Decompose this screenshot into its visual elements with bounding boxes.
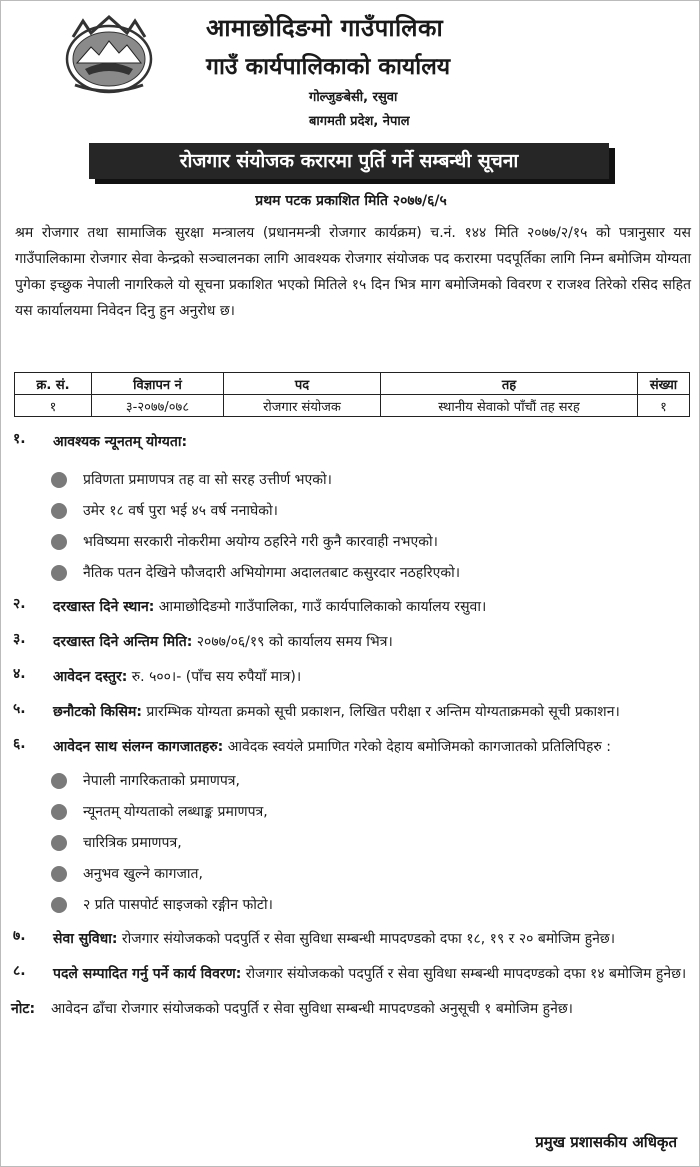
list-item: २ प्रति पासपोर्ट साइजको रङ्गीन फोटो। bbox=[51, 889, 691, 920]
section-heading: आवश्यक न्यूनतम् योग्यता: bbox=[53, 434, 188, 450]
list-item: प्रविणता प्रमाणपत्र तह वा सो सरह उत्तीर्ण भएको। bbox=[51, 464, 691, 495]
address-line-1: गोल्जुङबेसी, रसुवा bbox=[309, 90, 398, 105]
office-name: गाउँ कार्यपालिकाको कार्यालय bbox=[206, 54, 451, 80]
address-line-2: बागमती प्रदेश, नेपाल bbox=[309, 114, 410, 129]
nepal-emblem-icon bbox=[63, 13, 155, 95]
vacancy-table bbox=[14, 372, 690, 417]
section-text: रोजगार संयोजकको पदपुर्ति र सेवा सुविधा सम्बन्धी मापदण्डको दफा १४ बमोजिम हुनेछ। bbox=[241, 966, 687, 982]
section-text: आमाछोदिङमो गाउँपालिका, गाउँ कार्यपालिकाको कार्यालय रसुवा। bbox=[154, 599, 487, 615]
bullet-icon bbox=[51, 773, 67, 789]
section-documents bbox=[11, 734, 691, 761]
column-header: तह bbox=[381, 373, 638, 395]
section-heading: आवेदन साथ संलग्न कागजातहरु: bbox=[53, 739, 224, 755]
list-item: उमेर १८ वर्ष पुरा भई ४५ वर्ष ननाघेको। bbox=[51, 495, 691, 526]
section-qualifications bbox=[11, 429, 691, 456]
section-heading: दरखास्त दिने स्थान: bbox=[53, 599, 155, 615]
table-cell: स्थानीय सेवाको पाँचौं तह सरह bbox=[381, 395, 638, 417]
section-heading: छनौटको किसिम: bbox=[53, 704, 142, 720]
section-number: ७. bbox=[13, 928, 26, 944]
bullet-icon bbox=[51, 897, 67, 913]
list-item: न्यूनतम् योग्यताको लब्धाङ्क प्रमाणपत्र, bbox=[51, 796, 691, 827]
section-job-description bbox=[11, 961, 691, 988]
section-text: रु. ५००।- (पाँच सय रुपैयाँ मात्र)। bbox=[127, 669, 302, 685]
section-heading: दरखास्त दिने अन्तिम मिति: bbox=[53, 634, 193, 650]
section-number: २. bbox=[13, 596, 26, 612]
section-number: ६. bbox=[13, 736, 26, 752]
section-number: १. bbox=[13, 431, 26, 447]
section-heading: आवेदन दस्तुर: bbox=[53, 669, 128, 685]
column-header: क्र. सं. bbox=[15, 373, 92, 395]
bullet-icon bbox=[51, 866, 67, 882]
section-heading: सेवा सुविधा: bbox=[53, 931, 118, 947]
section-deadline bbox=[11, 629, 691, 656]
notice-title: रोजगार संयोजक करारमा पुर्ति गर्ने सम्बन्धी सूचना bbox=[89, 143, 609, 179]
list-item: नैतिक पतन देखिने फौजदारी अभियोगमा अदालतबाट कसुरदार नठहरिएको। bbox=[51, 557, 691, 588]
list-item: नेपाली नागरिकताको प्रमाणपत्र, bbox=[51, 765, 691, 796]
table-cell: १ bbox=[15, 395, 92, 417]
column-header: संख्या bbox=[638, 373, 690, 395]
table-header-row bbox=[15, 373, 690, 395]
table-cell: रोजगार संयोजक bbox=[224, 395, 381, 417]
section-text: २०७७/०६/१९ को कार्यालय समय भित्र। bbox=[192, 634, 393, 650]
table-row bbox=[15, 395, 690, 417]
column-header: पद bbox=[224, 373, 381, 395]
section-application-place bbox=[11, 594, 691, 621]
section-number: ४. bbox=[13, 666, 26, 682]
section-text: प्रारम्भिक योग्यता क्रमको सूची प्रकाशन, लिखित परीक्षा र अन्तिम योग्यताक्रमको सूची प्रकाशन। bbox=[141, 704, 620, 720]
notice-title-banner bbox=[89, 143, 609, 179]
intro-paragraph: श्रम रोजगार तथा सामाजिक सुरक्षा मन्त्रालय (प्रधानमन्त्री रोजगार कार्यक्रम) च.नं. १४४ मिति २०७७/२/१५ को पत्रानुसार यस गाउँपालिकामा रोजगार सेवा केन्द्रको सञ्चालनका लागि आवश्यक रोजगार संयोजक पद करारमा पदपूर्तिका लागि निम्न बमोजिम योग्यता पुगेका इच्छुक नेपाली नागरिकले यो सूचना प्रकाशित भएको मितिले १५ दिन भित्र माग बमोजिमको विवरण र राजश्व तिरेको रसिद सहित यस कार्यालयमा निवेदन दिनु हुन अनुरोध छ। bbox=[15, 225, 691, 319]
column-header: विज्ञापन नं bbox=[92, 373, 224, 395]
section-text: रोजगार संयोजकको पदपुर्ति र सेवा सुविधा सम्बन्धी मापदण्डको दफा १८, १९ र २० बमोजिम हुनेछ। bbox=[117, 931, 616, 947]
section-number: ३. bbox=[13, 631, 26, 647]
organization-name: आमाछोदिङमो गाउँपालिका bbox=[206, 14, 444, 42]
bullet-icon bbox=[51, 534, 67, 550]
bullet-icon bbox=[51, 804, 67, 820]
bullet-icon bbox=[51, 472, 67, 488]
letterhead bbox=[1, 1, 699, 131]
note-label: नोट: bbox=[11, 1001, 36, 1017]
bullet-icon bbox=[51, 835, 67, 851]
documents-list bbox=[11, 765, 691, 920]
section-number: ५. bbox=[13, 701, 26, 717]
section-number: ८. bbox=[13, 963, 26, 979]
section-heading: पदले सम्पादित गर्नु पर्ने कार्य विवरण: bbox=[53, 966, 242, 982]
note bbox=[11, 996, 691, 1023]
list-item: चारित्रिक प्रमाणपत्र, bbox=[51, 827, 691, 858]
section-selection-type bbox=[11, 699, 691, 726]
table-cell: ३-२०७७/०७८ bbox=[92, 395, 224, 417]
bullet-icon bbox=[51, 503, 67, 519]
published-date: प्रथम पटक प्रकाशित मिति २०७७/६/५ bbox=[255, 193, 447, 209]
signature-title: प्रमुख प्रशासकीय अधिकृत bbox=[535, 1133, 677, 1151]
notice-sections bbox=[11, 429, 691, 1023]
section-text: आवेदक स्वयंले प्रमाणित गरेको देहाय बमोजिमको कागजातको प्रतिलिपिहरु : bbox=[223, 739, 611, 755]
table-cell: १ bbox=[638, 395, 690, 417]
qualification-list bbox=[11, 464, 691, 588]
section-fee bbox=[11, 664, 691, 691]
list-item: अनुभव खुल्ने कागजात, bbox=[51, 858, 691, 889]
list-item: भविष्यमा सरकारी नोकरीमा अयोग्य ठहरिने गरी कुनै कारवाही नभएको। bbox=[51, 526, 691, 557]
bullet-icon bbox=[51, 565, 67, 581]
note-text: आवेदन ढाँचा रोजगार संयोजकको पदपुर्ति र सेवा सुविधा सम्बन्धी मापदण्डको अनुसूची १ बमोजिम हुनेछ। bbox=[51, 1001, 573, 1017]
section-facilities bbox=[11, 926, 691, 953]
